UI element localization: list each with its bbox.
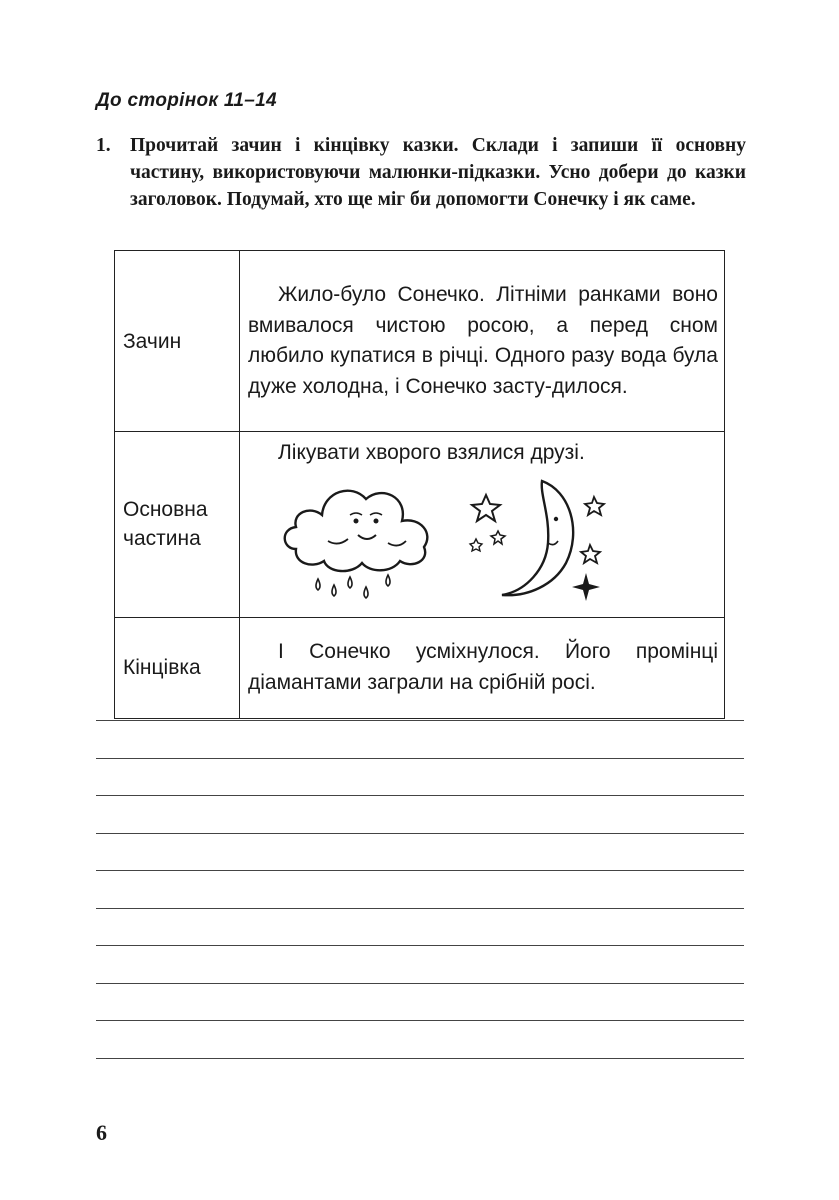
table-row-start [115,251,725,432]
moon-and-stars-illustration [462,473,612,613]
page-number: 6 [96,1120,107,1145]
task-text: Прочитай зачин і кінцівку казки. Склади і запиши її основну частину, використовуючи малюнки-підказки. Усно добери до казки заголовок. Подумай, хто ще міг би допомогти Сонечку і як саме. [130,135,746,210]
writing-line[interactable] [96,983,744,1021]
label-end: Кінцівка [115,617,240,718]
main-text: Лікувати хворого взялися друзі. [278,441,585,464]
text-end [240,617,725,718]
writing-line[interactable] [96,1058,744,1096]
story-table [114,250,725,719]
writing-line[interactable] [96,908,744,946]
hint-pictures [248,469,718,609]
writing-line[interactable] [96,870,744,908]
writing-line[interactable] [96,945,744,983]
task-1 [96,132,746,213]
task-number: 1. [96,135,111,156]
writing-line[interactable] [96,720,744,758]
writing-line[interactable] [96,795,744,833]
table-row-end [115,617,725,718]
start-text: Жило-було Сонечко. Літніми ранками воно вмивалося чистою росою, а перед сном любило купатися в річці. Одного разу вода була дуже холодна, і Сонечко засту-дилося. [248,283,718,398]
writing-line[interactable] [96,1020,744,1058]
label-start: Зачин [115,251,240,432]
table-row-main [115,432,725,618]
text-start [240,251,725,432]
writing-line[interactable] [96,833,744,871]
writing-line[interactable] [96,758,744,796]
writing-lines [96,720,744,1095]
section-title: До сторінок 11–14 [96,90,277,111]
text-main [240,432,725,618]
end-text: І Сонечко усміхнулося. Його промінці діамантами заграли на срібній росі. [248,640,718,694]
label-main: Основна частина [115,432,240,618]
rain-cloud-illustration [278,477,438,607]
